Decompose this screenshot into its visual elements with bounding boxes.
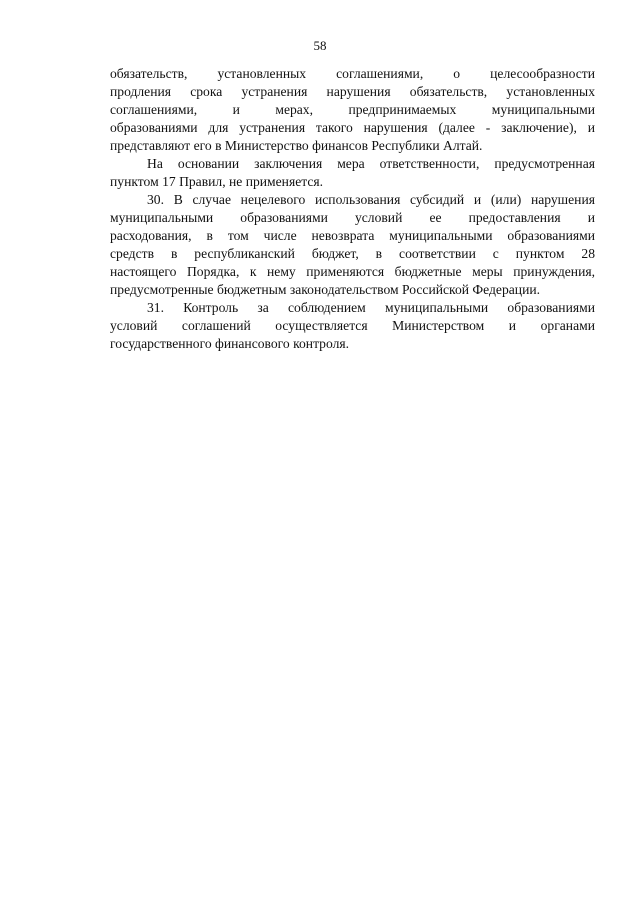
paragraph-first-line: 31. Контроль за соблюдением муниципальными образованиями (147, 300, 595, 315)
text-line: предусмотренные бюджетным законодательством Российской Федерации. (110, 282, 541, 297)
text-line: пунктом 17 Правил, не применяется. (110, 174, 324, 189)
paragraph-first-line: На основании заключения мера ответственности, предусмотренная (147, 156, 595, 171)
text-line: расходования, в том числе невозврата муниципальными образованиями (110, 228, 595, 243)
text-line: продления срока устранения нарушения обязательств, установленных (110, 84, 595, 99)
page-number: 58 (313, 38, 327, 53)
text-line: государственного финансового контроля. (110, 336, 350, 351)
text-line: представляют его в Министерство финансов Республики Алтай. (110, 138, 483, 153)
text-line: условий соглашений осуществляется Министерством и органами (110, 318, 595, 333)
text-line: муниципальными образованиями условий ее предоставления и (110, 210, 595, 225)
document-body (110, 65, 595, 353)
text-line: образованиями для устранения такого нарушения (далее - заключение), и (110, 120, 595, 135)
text-line: соглашениями, и мерах, предпринимаемых муниципальными (110, 102, 595, 117)
text-line: обязательств, установленных соглашениями, о целесообразности (110, 66, 595, 81)
text-line: настоящего Порядка, к нему применяются бюджетные меры принуждения, (110, 264, 595, 279)
text-line: средств в республиканский бюджет, в соответствии с пунктом 28 (110, 246, 595, 261)
paragraph-first-line: 30. В случае нецелевого использования субсидий и (или) нарушения (147, 192, 595, 207)
